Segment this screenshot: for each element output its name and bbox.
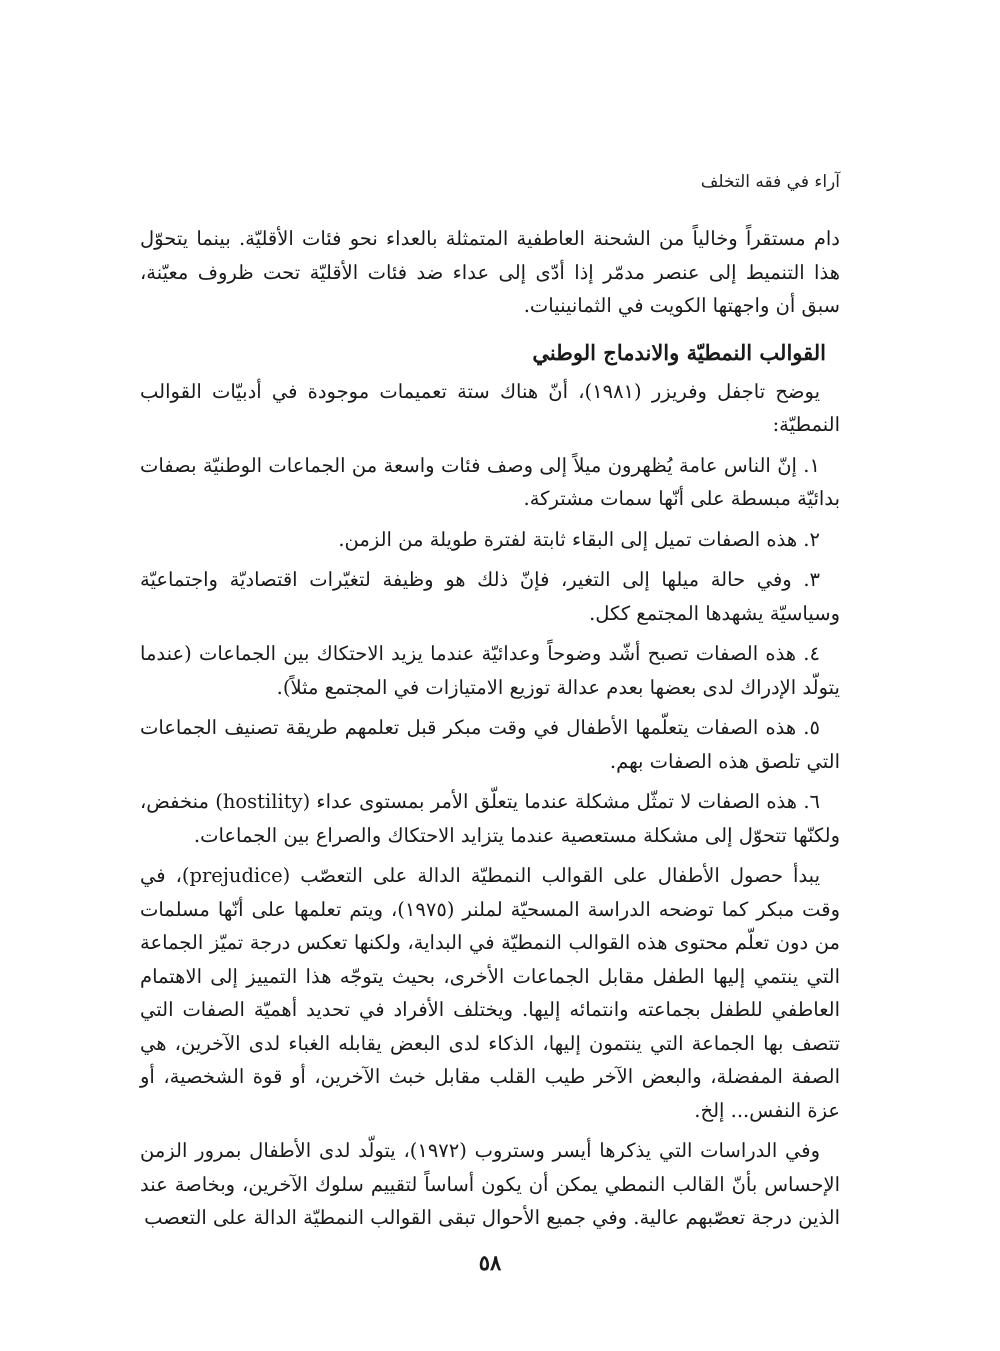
list-item-3: ٣. وفي حالة ميلها إلى التغير، فإنّ ذلك هو وظيفة لتغيّرات اقتصاديّة واجتماعيّة وسياسيّة يشهدها المجتمع ككل. <box>140 568 840 625</box>
section-heading: القوالب النمطيّة والاندماج الوطني <box>532 339 826 365</box>
body-text <box>140 222 840 1235</box>
paragraph-studies: وفي الدراسات التي يذكرها أيسر وستروب (١٩٧٢)، يتولّد لدى الأطفال بمرور الزمن الإحساس بأنّ القالب النمطي يمكن أن يكون أساساً لتقييم سلوك الآخرين، وبخاصة عند الذين درجة تعصّبهم عالية. وفي جميع الأحوال تبقى القوالب النمطيّة الدالة على التعصب <box>140 1139 840 1229</box>
list-item-5: ٥. هذه الصفات يتعلّمها الأطفال في وقت مبكر قبل تعلمهم طريقة تصنيف الجماعات التي تلصق هذه الصفات بهم. <box>140 716 840 773</box>
page-number: ٥٨ <box>478 1250 502 1275</box>
list-item-1: ١. إنّ الناس عامة يُظهرون ميلاً إلى وصف فئات واسعة من الجماعات الوطنيّة بصفات بدائيّة مبسطة على أنّها سمات مشتركة. <box>140 453 840 510</box>
list-item-4: ٤. هذه الصفات تصبح أشّد وضوحاً وعدائيّة عندما يزيد الاحتكاك بين الجماعات (عندما يتولّد الإدراك لدى بعضها بعدم عدالة توزيع الامتيازات في المجتمع مثلاً). <box>140 642 840 699</box>
running-header: آراء في فقه التخلف <box>700 172 840 192</box>
paragraph-intro: دام مستقراً وخالياً من الشحنة العاطفية المتمثلة بالعداء نحو فئات الأقليّة. بينما يتحوّل هذا التنميط إلى عنصر مدمّر إذا أدّى إلى عداء ضد فئات الأقليّة تحت ظروف معيّنة، سبق أن واجهتها الكويت في الثمانينيات. <box>140 227 840 317</box>
paragraph-lead: يوضح تاجفل وفريزر (١٩٨١)، أنّ هناك ستة تعميمات موجودة في أدبيّات القوالب النمطيّة: <box>140 379 840 436</box>
paragraph-children: يبدأ حصول الأطفال على القوالب النمطيّة الدالة على التعصّب (prejudice)، في وقت مبكر كما توضحه الدراسة المسحيّة لملنر (١٩٧٥)، ويتم تعلمها على أنّها مسلمات من دون تعلّم محتوى هذه القوالب النمطيّة في البداية، ولكنها تعكس درجة تميّز الجماعة التي ينتمي إليها الطفل مقابل الجماعات الأخرى، بحيث يتوجّه هذا التمييز إلى الاهتمام العاطفي للطفل بجماعته وانتمائه إليها. ويختلف الأفراد في تحديد أهميّة الصفات التي تتصف بها الجماعة التي ينتمون إليها، الذكاء لدى البعض يقابله الغباء لدى الآخرين، هي الصفة المفضلة، والبعض الآخر طيب القلب مقابل خبث الآخرين، أو قوة الشخصية، أو عزة النفس... إلخ. <box>140 864 840 1122</box>
list-item-6: ٦. هذه الصفات لا تمثّل مشكلة عندما يتعلّق الأمر بمستوى عداء (hostility) منخفض، ولكنّها تتحوّل إلى مشكلة مستعصية عندما يتزايد الاحتكاك والصراع بين الجماعات. <box>140 790 840 847</box>
list-item-2: ٢. هذه الصفات تميل إلى البقاء ثابتة لفترة طويلة من الزمن. <box>338 527 820 551</box>
document-page <box>140 0 840 1351</box>
